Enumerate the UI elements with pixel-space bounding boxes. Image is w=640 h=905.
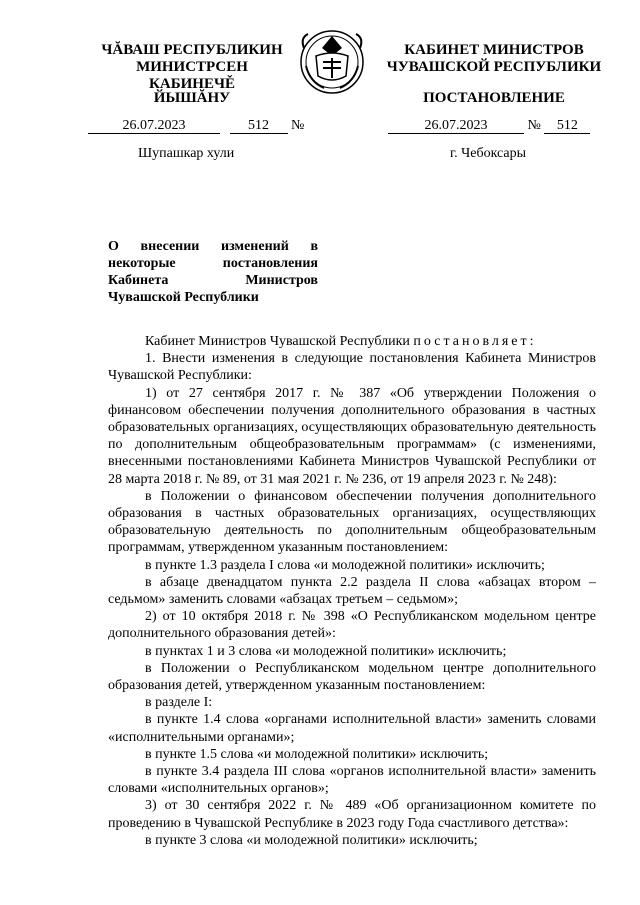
date-left: 26.07.2023 <box>88 118 220 134</box>
city-right: г. Чебоксары <box>450 146 527 161</box>
body-paragraph: 1. Внести изменения в следующие постановления Кабинета Министров Чувашской Республики: <box>108 351 596 384</box>
header-left <box>92 42 292 93</box>
coat-of-arms-emblem <box>296 26 368 96</box>
header-left-line1: ЧĂВАШ РЕСПУБЛИКИН <box>101 42 283 58</box>
body-paragraph: в пункте 1.3 раздела I слова «и молодежной политики» исключить; <box>145 557 545 573</box>
body-paragraph: в пунктах 1 и 3 слова «и молодежной политики» исключить; <box>145 643 507 659</box>
date-right: 26.07.2023 <box>388 118 524 134</box>
header-right-doc-type: ПОСТАНОВЛЕНИЕ <box>423 90 565 106</box>
body-paragraph: 2) от 10 октября 2018 г. № 398 «О Республиканском модельном центре дополнительного образования детей»: <box>108 609 596 642</box>
number-sign-right: № <box>527 118 541 133</box>
body-paragraph: в пункте 1.5 слова «и молодежной политики» исключить; <box>145 746 489 762</box>
number-sign-left: № <box>291 118 305 133</box>
number-right: 512 <box>544 118 590 134</box>
document-title: О внесении изменений в некоторые постановления Кабинета Министров Чувашской Республики <box>108 239 318 305</box>
header-left-line2: МИНИСТРСЕН КАБИНЕЧĚ <box>136 59 248 92</box>
body-paragraph: в абзаце двенадцатом пункта 2.2 раздела II слова «абзацах втором – седьмом» заменить словами «абзацах третьем – седьмом»; <box>108 574 596 608</box>
header-right <box>380 42 608 76</box>
header-right-line2: ЧУВАШСКОЙ РЕСПУБЛИКИ <box>386 59 602 75</box>
document-body <box>108 333 596 849</box>
intro-verb: постановляет: <box>413 334 537 349</box>
body-paragraph: 1) от 27 сентября 2017 г. № 387 «Об утверждении Положения о финансовом обеспечении получения дополнительного образования в частных образовательных организациях, осуществляющих образовательную деятельность по дополнительным общеобразовательным программам» (с изменениями, внесенными постановлениями Кабинета Министров Чувашской Республики от 28 марта 2018 г. № 89, от 31 мая 2021 г. № 236, от 19 апреля 2023 г. № 248): <box>108 385 596 487</box>
body-paragraph: в Положении о Республиканском модельном центре дополнительного образования детей, утвержденном указанным постановлением: <box>108 660 596 694</box>
body-paragraph: в пункте 1.4 слова «органами исполнительной власти» заменить словами «исполнительными органами»; <box>108 712 596 745</box>
body-paragraph: 3) от 30 сентября 2022 г. № 489 «Об организационном комитете по проведению в Чувашской Республике в 2023 году Года счастливого детства»: <box>108 798 596 831</box>
body-paragraph: в Положении о финансовом обеспечении получения дополнительного образования в частных образовательных организациях, осуществляющих образовательную деятельность по дополнительным общеобразовательным программам, утвержденном указанным постановлением: <box>108 488 596 556</box>
body-paragraph: в разделе I: <box>145 695 213 711</box>
date-number-right <box>388 118 590 134</box>
number-left: 512 <box>230 118 288 134</box>
body-paragraph: в пункте 3.4 раздела III слова «органов исполнительной власти» заменить словами «исполнительных органов»; <box>108 764 596 797</box>
body-paragraph: в пункте 3 слова «и молодежной политики» исключить; <box>145 832 478 848</box>
city-left: Шупашкар хули <box>138 146 235 161</box>
date-number-left <box>88 118 304 134</box>
intro-subject: Кабинет Министров Чувашской Республики <box>145 334 410 349</box>
header-right-line1: КАБИНЕТ МИНИСТРОВ <box>404 42 584 58</box>
header-left-doc-type: ЙЫШĂНУ <box>153 90 231 106</box>
intro-paragraph <box>108 333 596 350</box>
